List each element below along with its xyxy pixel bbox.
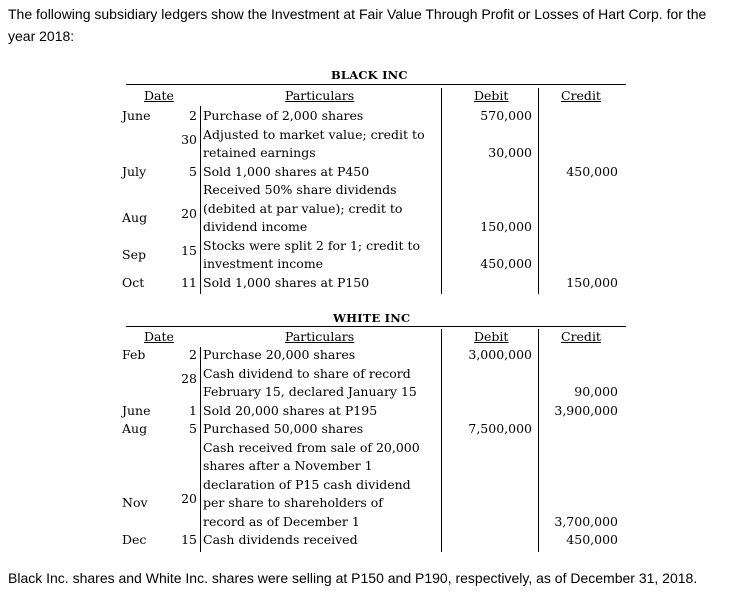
black-row-particulars: Sold 1,000 shares at P450: [203, 163, 370, 179]
black-row-credit: 450,000: [566, 163, 618, 179]
white-top-rule: [126, 326, 626, 327]
white-row-particulars: Purchase 20,000 shares: [203, 347, 356, 362]
black-row-credit: 150,000: [566, 274, 618, 290]
black-row-month: Sep: [122, 246, 146, 262]
white-row-day: 15: [181, 532, 197, 547]
white-header-date: Date: [144, 329, 174, 344]
white-row-particulars: record as of December 1: [203, 513, 360, 529]
white-debit-divider: [538, 329, 539, 552]
black-date-divider: [200, 106, 201, 294]
footer-text: Black Inc. shares and White Inc. shares were selling at P150 and P190, respectively, as of December 31, 2018.: [8, 570, 698, 586]
black-header-debit: Debit: [474, 88, 509, 103]
black-row-month: Aug: [122, 209, 148, 225]
white-row-particulars: Sold 20,000 shares at P195: [203, 402, 378, 418]
white-row-day: 20: [181, 491, 197, 506]
white-row-particulars: Purchased 50,000 shares: [203, 421, 364, 436]
white-row-month: Dec: [122, 532, 147, 547]
white-row-particulars: Cash received from sale of 20,000: [203, 439, 420, 455]
white-row-debit: 3,000,000: [468, 347, 532, 362]
black-header-credit: Credit: [561, 88, 601, 103]
black-row-particulars: (debited at par value); credit to: [203, 200, 403, 216]
white-row-day: 28: [181, 370, 197, 386]
black-row-particulars: retained earnings: [203, 145, 316, 160]
black-row-day: 11: [181, 274, 197, 290]
black-header-particulars: Particulars: [285, 88, 355, 103]
black-row-month: Oct: [122, 274, 145, 290]
white-ledger-title: WHITE INC: [333, 311, 411, 325]
black-row-debit: 570,000: [480, 108, 532, 123]
black-row-day: 30: [181, 131, 197, 147]
black-row-debit: 30,000: [488, 145, 532, 160]
black-header-date: Date: [144, 88, 174, 103]
black-row-day: 5: [189, 163, 197, 179]
black-row-debit: 450,000: [480, 256, 532, 271]
white-header-particulars: Particulars: [285, 329, 355, 344]
white-row-month: Feb: [122, 347, 146, 362]
white-row-particulars: per share to shareholders of: [203, 495, 383, 510]
black-top-rule: [126, 84, 626, 85]
white-particulars-divider: [441, 329, 442, 552]
black-row-particulars: Sold 1,000 shares at P150: [203, 274, 370, 290]
white-header-debit: Debit: [474, 329, 509, 344]
white-row-month: Aug: [122, 421, 148, 436]
black-ledger-title: BLACK INC: [331, 68, 408, 82]
black-row-day: 2: [189, 108, 197, 123]
white-row-debit: 7,500,000: [468, 421, 532, 436]
black-row-particulars: investment income: [203, 256, 324, 271]
black-row-month: July: [122, 163, 147, 179]
black-row-day: 20: [181, 205, 197, 221]
white-row-particulars: February 15, declared January 15: [203, 384, 417, 399]
white-row-day: 5: [189, 421, 197, 436]
black-row-debit: 150,000: [480, 219, 532, 234]
white-row-particulars: Cash dividend to share of record: [203, 365, 411, 381]
white-header-credit: Credit: [561, 329, 601, 344]
white-row-credit: 450,000: [566, 532, 618, 547]
white-row-credit: 3,700,000: [554, 513, 618, 529]
black-row-particulars: dividend income: [203, 219, 308, 234]
white-row-particulars: Cash dividends received: [203, 532, 358, 547]
white-row-credit: 90,000: [574, 384, 618, 399]
black-row-day: 15: [181, 242, 197, 258]
white-row-particulars: declaration of P15 cash dividend: [203, 476, 411, 492]
intro-text: The following subsidiary ledgers show the Investment at Fair Value Through Profit or Losses of Hart Corp. for the year 2018:: [8, 6, 707, 44]
white-row-month: June: [122, 402, 151, 418]
black-row-month: June: [122, 108, 151, 123]
white-row-particulars: shares after a November 1: [203, 458, 373, 473]
white-row-day: 1: [189, 402, 197, 418]
black-debit-divider: [538, 88, 539, 294]
black-row-particulars: Purchase of 2,000 shares: [203, 108, 364, 123]
black-row-particulars: Adjusted to market value; credit to: [203, 126, 425, 142]
white-row-credit: 3,900,000: [554, 402, 618, 418]
white-date-divider: [200, 347, 201, 552]
white-row-day: 2: [189, 347, 197, 362]
black-row-particulars: Stocks were split 2 for 1; credit to: [203, 237, 421, 253]
black-row-particulars: Received 50% share dividends: [203, 182, 397, 197]
white-row-month: Nov: [122, 495, 148, 510]
black-particulars-divider: [441, 88, 442, 294]
